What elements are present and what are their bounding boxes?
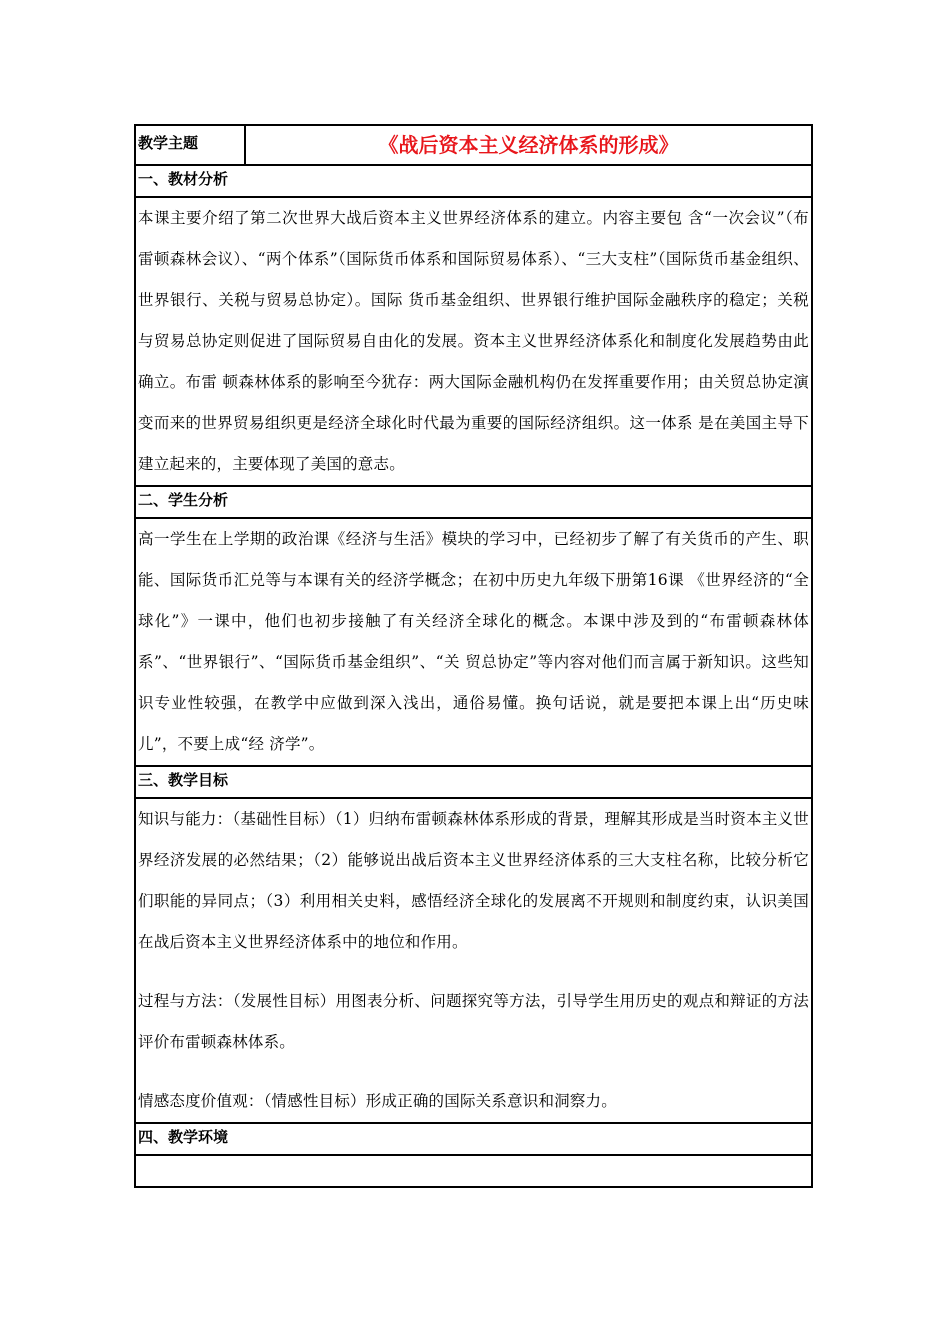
topic-label: 教学主题 (135, 125, 245, 165)
section-body-textbook-analysis (135, 197, 812, 486)
paragraph: 高一学生在上学期的政治课《经济与生活》模块的学习中，已经初步了解了有关货币的产生、职能、国际货币汇兑等与本课有关的经济学概念；在初中历史九年级下册第16课 《世界经济的“全球化”》一课中，他们也初步接触了有关经济全球化的概念。本课中涉及到的“布雷顿森林体系”、“世界银行”、“国际货币基金组织”、“关 贸总协定”等内容对他们而言属于新知识。这些知识专业性较强，在教学中应做到深入浅出，通俗易懂。换句话说，就是要把本课上出“历史味儿”，不要上成“经 济学”。 (138, 530, 809, 753)
section-2-body-row (135, 518, 812, 766)
section-1-body-row (135, 197, 812, 486)
lesson-plan-table (134, 124, 813, 1188)
section-4-body-row (135, 1155, 812, 1187)
section-body-teaching-goals (135, 798, 812, 1123)
section-heading-student-analysis: 二、学生分析 (135, 486, 812, 518)
section-heading-teaching-environment: 四、教学环境 (135, 1123, 812, 1155)
paragraph: 本课主要介绍了第二次世界大战后资本主义世界经济体系的建立。内容主要包 含“一次会议”（布雷顿森林会议）、“两个体系”（国际货币体系和国际贸易体系）、“三大支柱”（国际货币基金组织、世界银行、关税与贸易总协定）。国际 货币基金组织、世界银行维护国际金融秩序的稳定；关税与贸易总协定则促进了国际贸易自由化的发展。资本主义世界经济体系化和制度化发展趋势由此确立。布雷 顿森林体系的影响至今犹存：两大国际金融机构仍在发挥重要作用；由关贸总协定演变而来的世界贸易组织更是经济全球化时代最为重要的国际经济组织。这一体系 是在美国主导下建立起来的，主要体现了美国的意志。 (138, 209, 809, 473)
paragraph-process-method: 过程与方法：（发展性目标）用图表分析、问题探究等方法，引导学生用历史的观点和辩证的方法评价布雷顿森林体系。 (138, 992, 809, 1051)
section-3-heading-row (135, 766, 812, 798)
section-body-student-analysis (135, 518, 812, 766)
section-1-heading-row (135, 165, 812, 197)
section-body-teaching-environment (135, 1155, 812, 1187)
paragraph-knowledge-ability: 知识与能力：（基础性目标）（1）归纳布雷顿森林体系形成的背景，理解其形成是当时资本主义世界经济发展的必然结果；（2）能够说出战后资本主义世界经济体系的三大支柱名称，比较分析它们职能的异同点；（3）利用相关史料，感悟经济全球化的发展离不开规则和制度约束，认识美国在战后资本主义世界经济体系中的地位和作用。 (138, 810, 809, 951)
paragraph-emotion-attitude: 情感态度价值观：（情感性目标）形成正确的国际关系意识和洞察力。 (138, 1092, 617, 1110)
section-3-body-row (135, 798, 812, 1123)
section-heading-teaching-goals: 三、教学目标 (135, 766, 812, 798)
section-4-heading-row (135, 1123, 812, 1155)
section-2-heading-row (135, 486, 812, 518)
header-row (135, 125, 812, 165)
section-heading-textbook-analysis: 一、教材分析 (135, 165, 812, 197)
lesson-title: 《战后资本主义经济体系的形成》 (245, 125, 812, 165)
